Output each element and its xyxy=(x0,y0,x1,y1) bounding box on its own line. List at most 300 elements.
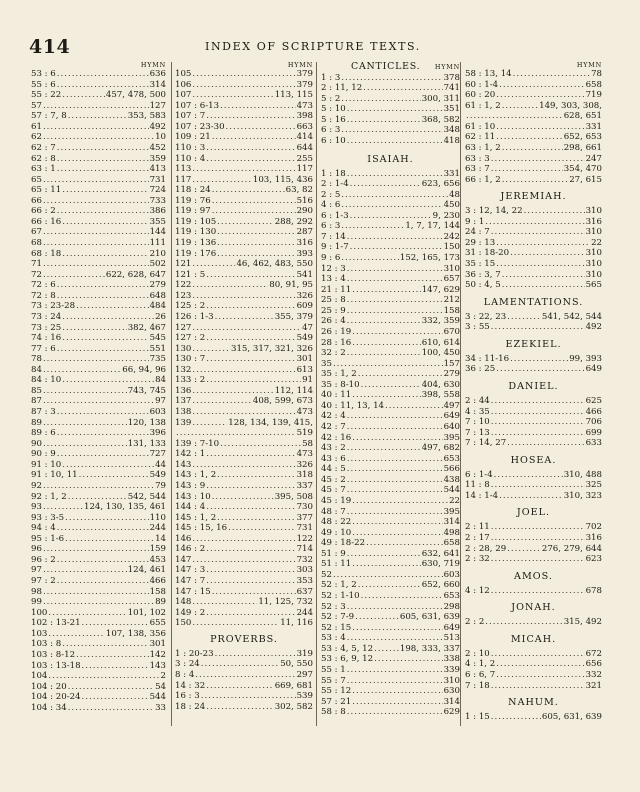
index-entry xyxy=(31,375,166,386)
dot-leader xyxy=(347,136,443,147)
dot-leader xyxy=(43,418,127,429)
dot-leader xyxy=(43,354,149,365)
index-entry xyxy=(175,470,313,481)
dot-leader xyxy=(206,354,295,365)
dot-leader xyxy=(57,206,149,217)
index-entry xyxy=(465,175,602,186)
index-entry xyxy=(31,101,166,112)
index-entry xyxy=(175,344,313,355)
dot-leader xyxy=(76,301,149,312)
hymn-numbers: 11, 116 xyxy=(280,618,313,629)
index-entry xyxy=(465,154,602,165)
scripture-reference: 55 : 1 xyxy=(321,664,346,675)
hymn-numbers: 127 xyxy=(149,100,166,111)
dot-leader xyxy=(43,132,154,143)
hymn-numbers: 649 xyxy=(443,411,460,422)
hymn-numbers: 310, 488 xyxy=(563,469,602,480)
scripture-reference: 6 : 3 xyxy=(321,125,341,136)
dot-leader xyxy=(352,496,448,507)
dot-leader xyxy=(341,253,399,264)
index-entry xyxy=(321,443,460,454)
index-entry xyxy=(31,301,166,312)
dot-leader xyxy=(57,344,149,355)
hymn-numbers: 699 xyxy=(585,427,602,438)
dot-leader xyxy=(192,365,295,376)
scripture-reference: 107 : 6-13 xyxy=(175,100,220,111)
scripture-reference: 150 xyxy=(175,618,192,629)
index-entry xyxy=(321,274,460,285)
dot-leader xyxy=(62,460,154,471)
hymn-numbers: 473 xyxy=(296,100,313,111)
scripture-reference: 26 : 19 xyxy=(321,326,352,337)
scripture-reference: 4 : 12 xyxy=(465,585,490,596)
index-entry xyxy=(321,475,460,486)
dot-leader xyxy=(48,608,126,619)
index-entry xyxy=(175,587,313,598)
hymn-label: HYMN xyxy=(140,61,166,69)
hymn-numbers: 629 xyxy=(443,707,460,718)
dot-leader xyxy=(57,576,149,587)
hymn-numbers: 2 xyxy=(160,671,166,682)
scripture-reference: 8 : 4 xyxy=(175,669,195,680)
scripture-reference: 14 : 32 xyxy=(175,680,206,691)
scripture-reference: 72 : 8 xyxy=(31,290,56,301)
scripture-reference: 48 : 7 xyxy=(321,506,346,517)
dot-leader xyxy=(43,101,149,112)
hymn-numbers: 150 xyxy=(443,242,460,253)
index-entry xyxy=(175,206,313,217)
section-title: HOSEA. xyxy=(510,454,557,466)
scripture-reference: 132 xyxy=(175,364,192,375)
scripture-reference: 119 : 97 xyxy=(175,206,211,217)
hymn-numbers: 724 xyxy=(149,185,166,196)
canticles-heading xyxy=(321,62,460,73)
index-entry xyxy=(321,125,460,136)
hymn-numbers: 735 xyxy=(149,354,166,365)
hymn-numbers: 551 xyxy=(149,343,166,354)
dot-leader xyxy=(192,90,273,101)
index-entry xyxy=(175,280,313,291)
index-entry xyxy=(175,534,313,545)
scripture-reference: 77 : 6 xyxy=(31,343,56,354)
index-entry xyxy=(321,591,460,602)
hymn-numbers: 255 xyxy=(296,153,313,164)
section-title: EZEKIEL. xyxy=(505,338,562,350)
dot-leader xyxy=(43,565,127,576)
dot-leader xyxy=(352,285,420,296)
index-entry xyxy=(31,164,166,175)
dot-leader xyxy=(217,238,295,249)
dot-leader xyxy=(62,249,148,260)
dot-leader xyxy=(333,570,443,581)
index-entry xyxy=(465,554,602,565)
hymn-numbers: 386 xyxy=(149,206,166,217)
index-column-3 xyxy=(316,62,460,726)
dot-leader xyxy=(43,196,149,207)
dot-leader xyxy=(68,492,127,503)
index-entry xyxy=(465,522,602,533)
scripture-reference: 55 : 12 xyxy=(321,686,352,697)
index-entry xyxy=(321,190,460,201)
hymn-numbers: 310 xyxy=(585,259,602,269)
hymn-numbers: 613 xyxy=(296,364,313,375)
index-entry xyxy=(175,354,313,365)
dot-leader xyxy=(347,306,443,317)
hymn-numbers: 652, 653 xyxy=(563,132,602,143)
index-entry xyxy=(175,154,313,165)
dot-leader xyxy=(491,164,563,175)
scripture-reference: 57 xyxy=(31,100,42,111)
hymn-numbers: 622, 628, 647 xyxy=(105,269,166,280)
dot-leader xyxy=(82,618,149,629)
index-entry xyxy=(175,618,313,629)
scripture-reference: 2 : 10 xyxy=(465,648,490,659)
hymn-numbers: 128, 134, 139, 415, xyxy=(228,417,313,428)
hymn-numbers: 669, 681 xyxy=(274,680,313,691)
hymn-numbers: 325 xyxy=(585,480,602,491)
hymn-numbers: 404, 630 xyxy=(421,379,460,390)
index-entry xyxy=(321,316,460,327)
scripture-reference: 89 : 6 xyxy=(31,428,56,439)
dot-leader xyxy=(491,554,585,565)
scripture-reference: 119 : 176 xyxy=(175,248,217,259)
index-entry xyxy=(31,597,166,608)
dot-leader xyxy=(206,333,295,344)
hymn-numbers: 473 xyxy=(296,407,313,417)
dot-leader xyxy=(192,69,295,80)
hymn-numbers: 300, 311 xyxy=(421,93,460,104)
hymn-numbers: 706 xyxy=(585,417,602,428)
dot-leader xyxy=(43,365,121,376)
index-entry xyxy=(465,280,602,291)
dot-leader xyxy=(466,111,563,122)
hymn-numbers: 247 xyxy=(585,153,602,164)
index-entry xyxy=(321,496,460,507)
hymn-numbers: 378 xyxy=(443,72,460,83)
scripture-reference: 148 xyxy=(175,597,192,608)
hymn-numbers: 58 xyxy=(302,438,313,449)
index-entry xyxy=(31,323,166,334)
scripture-reference: 91 : 10 xyxy=(31,459,62,470)
scripture-reference: 2 : 2 xyxy=(465,617,485,628)
hymn-numbers: 244 xyxy=(296,607,313,618)
dot-leader xyxy=(192,555,295,566)
hymn-numbers: 316 xyxy=(296,238,313,248)
hymn-numbers: 545 xyxy=(149,333,166,344)
index-entry xyxy=(321,104,460,115)
hymn-numbers: 649 xyxy=(585,364,602,375)
scripture-reference: 60 : 20 xyxy=(465,90,496,101)
scripture-reference: 72 : 6 xyxy=(31,280,56,291)
index-entry xyxy=(31,80,166,91)
index-entry xyxy=(465,101,602,112)
index-entry xyxy=(465,111,602,122)
hymn-numbers: 731 xyxy=(296,523,313,534)
dot-leader xyxy=(496,90,584,101)
scripture-reference: 110 : 3 xyxy=(175,142,206,153)
hymn-numbers: 315, 492 xyxy=(563,617,602,628)
dot-leader xyxy=(347,676,443,687)
hymn-numbers: 623, 656 xyxy=(421,179,460,190)
dot-leader xyxy=(62,639,148,650)
hymn-numbers: 544 xyxy=(149,692,166,703)
hymn-numbers: 355, 379 xyxy=(274,311,313,322)
index-entry xyxy=(465,470,602,481)
scripture-reference: 52 xyxy=(321,569,332,580)
scripture-reference: 25 : 8 xyxy=(321,295,346,306)
index-entry xyxy=(31,238,166,249)
index-entry xyxy=(175,122,313,133)
index-entry xyxy=(465,491,602,502)
scripture-reference: 84 : 10 xyxy=(31,375,62,386)
dot-leader xyxy=(374,654,443,665)
scripture-reference: 133 : 2 xyxy=(175,375,206,386)
scripture-reference: 6 : 10 xyxy=(321,135,346,146)
dot-leader xyxy=(57,407,149,418)
hymn-numbers: 652, 660 xyxy=(421,580,460,591)
index-entry xyxy=(175,544,313,555)
dot-leader xyxy=(76,650,149,661)
hymn-numbers: 91 xyxy=(302,375,313,386)
dot-leader xyxy=(496,670,584,681)
scripture-reference: 90 xyxy=(31,438,42,449)
hymn-numbers: 418 xyxy=(443,135,460,146)
scripture-reference: 130 xyxy=(175,343,192,354)
hymn-numbers: 351 xyxy=(443,104,460,115)
hymn-numbers: 157 xyxy=(443,358,460,369)
index-entry xyxy=(31,227,166,238)
index-column-2 xyxy=(171,62,313,726)
scripture-reference: 42 : 4 xyxy=(321,411,346,422)
scripture-reference: 73 : 24 xyxy=(31,311,62,322)
dot-leader xyxy=(43,396,154,407)
index-entry xyxy=(321,538,460,549)
scripture-reference: 104 : 34 xyxy=(31,702,67,713)
hymn-numbers: 10 xyxy=(155,132,166,143)
scripture-reference: 107 : 7 xyxy=(175,111,206,122)
hymn-numbers: 413 xyxy=(149,164,166,175)
hymn-numbers: 395 xyxy=(443,432,460,443)
index-entry xyxy=(321,654,460,665)
scripture-reference: 90 : 9 xyxy=(31,449,56,460)
index-entry xyxy=(175,428,313,439)
scripture-reference: 6 : 1-3 xyxy=(321,210,349,221)
scripture-reference: 119 : 130 xyxy=(175,227,217,238)
index-entry xyxy=(31,703,166,714)
scripture-reference: 1 : 20-23 xyxy=(175,648,214,659)
index-entry xyxy=(175,386,313,397)
scripture-reference: 3 : 55 xyxy=(465,322,490,333)
hymn-numbers: 466 xyxy=(149,576,166,586)
hymn-numbers: 542, 544 xyxy=(127,491,166,502)
hymn-numbers: 337 xyxy=(296,480,313,491)
dot-leader xyxy=(57,143,149,154)
index-entry xyxy=(175,418,313,429)
hymn-numbers: 348 xyxy=(443,125,460,136)
dot-leader xyxy=(352,623,442,634)
scripture-reference: 21 : 11 xyxy=(321,284,352,295)
scripture-reference: 147 : 3 xyxy=(175,565,206,576)
hymn-numbers: 732 xyxy=(296,554,313,565)
scripture-reference: 96 : 2 xyxy=(31,554,56,565)
index-entry xyxy=(175,90,313,101)
hymn-numbers: 198, 333, 337 xyxy=(399,643,460,654)
hymn-numbers: 438 xyxy=(443,474,460,485)
scripture-reference: 2 : 28, 29 xyxy=(465,543,507,554)
hymn-numbers: 152, 165, 173 xyxy=(399,253,460,263)
index-entry xyxy=(175,608,313,619)
hymn-numbers: 377 xyxy=(296,512,313,523)
hymn-numbers: 147, 629 xyxy=(421,284,460,295)
scripture-reference: 107 : 23-30 xyxy=(175,121,225,132)
index-entry xyxy=(465,617,602,628)
scripture-reference: 51 : 9 xyxy=(321,548,346,559)
scripture-reference: 78 xyxy=(31,354,42,365)
scripture-reference: 6 : 1-4 xyxy=(465,469,493,480)
index-entry xyxy=(31,259,166,270)
hymn-numbers: 398, 558 xyxy=(421,390,460,401)
dot-leader xyxy=(212,196,296,207)
dot-leader xyxy=(43,227,149,238)
index-entry xyxy=(321,602,460,613)
page-number: 414 xyxy=(29,36,71,58)
hymn-numbers: 396 xyxy=(149,428,166,439)
dot-leader xyxy=(347,232,443,243)
index-entry xyxy=(31,69,166,80)
index-entry xyxy=(321,83,460,94)
hymn-numbers: 9, 230 xyxy=(432,210,460,221)
dot-leader xyxy=(192,618,279,629)
hymn-numbers: 301 xyxy=(296,354,313,365)
index-entry xyxy=(321,676,460,687)
index-entry xyxy=(175,301,313,312)
dot-leader xyxy=(485,217,584,228)
index-entry xyxy=(321,570,460,581)
scripture-reference: 91 : 10, 11 xyxy=(31,470,78,481)
hymn-numbers: 549 xyxy=(149,470,166,481)
dot-leader xyxy=(358,369,443,380)
scripture-reference: 44 : 5 xyxy=(321,464,346,475)
dot-leader xyxy=(192,175,251,186)
hymn-numbers: 120, 138 xyxy=(127,417,166,428)
index-entry xyxy=(321,295,460,306)
dot-leader xyxy=(491,154,585,165)
dot-leader xyxy=(358,580,421,591)
scripture-reference: 145 : 1, 2 xyxy=(175,512,217,523)
index-entry xyxy=(321,94,460,105)
index-entry xyxy=(321,211,460,222)
dot-leader xyxy=(43,481,154,492)
hymn-numbers: 630, 719 xyxy=(421,559,460,570)
hymn-numbers: 314 xyxy=(443,517,460,528)
index-entry xyxy=(465,90,602,101)
dot-leader xyxy=(43,238,149,249)
index-entry xyxy=(31,587,166,598)
dot-leader xyxy=(507,438,584,449)
scripture-reference: 55 : 6 xyxy=(31,79,56,90)
hymn-label: HYMN xyxy=(434,63,460,71)
dot-leader xyxy=(48,629,104,640)
scripture-reference: 143 : 9 xyxy=(175,480,206,491)
hymn-numbers: 368, 582 xyxy=(421,114,460,125)
dot-leader xyxy=(192,80,295,91)
index-entry xyxy=(175,196,313,207)
index-entry xyxy=(31,650,166,661)
index-entry xyxy=(31,534,166,545)
dot-leader xyxy=(206,154,295,165)
scripture-reference: 121 xyxy=(175,259,192,270)
dot-leader xyxy=(62,323,126,334)
dot-leader xyxy=(43,597,154,608)
hymn-numbers: 630 xyxy=(443,686,460,697)
scripture-reference: 66 xyxy=(31,195,42,206)
scripture-reference: 85 xyxy=(31,385,42,396)
dot-leader xyxy=(491,681,585,692)
hymn-numbers: 310 xyxy=(443,675,460,686)
dot-leader xyxy=(347,665,443,676)
scripture-reference: 65 : 11 xyxy=(31,185,62,196)
scripture-reference: 66 : 2 xyxy=(31,206,56,217)
dot-leader xyxy=(68,703,154,714)
scripture-reference: 4 : 1, 2 xyxy=(465,659,496,670)
dot-leader xyxy=(499,491,563,502)
index-entry xyxy=(465,227,602,238)
scripture-reference: 40 : 11, 13, 14 xyxy=(321,400,385,411)
dot-leader xyxy=(347,464,443,475)
dot-leader xyxy=(491,407,585,418)
hymn-numbers: 395 xyxy=(443,506,460,517)
index-entry xyxy=(175,69,313,80)
dot-leader xyxy=(62,90,105,101)
hymn-numbers: 315, 317, 321, 326 xyxy=(230,343,313,354)
scripture-reference: 42 : 7 xyxy=(321,422,346,432)
hymn-numbers: 326 xyxy=(296,459,313,470)
scripture-reference: 62 xyxy=(31,132,42,143)
hymn-numbers: 310, 323 xyxy=(563,490,602,501)
index-entry xyxy=(175,291,313,302)
scripture-reference: 32 : 2 xyxy=(321,348,346,359)
scripture-reference: 2 : 11 xyxy=(465,522,490,533)
scripture-reference: 45 : 19 xyxy=(321,495,352,506)
scripture-reference: 1 : 18 xyxy=(321,168,346,179)
scripture-reference: 68 : 18 xyxy=(31,248,62,259)
dot-leader xyxy=(347,411,443,422)
index-entry xyxy=(31,544,166,555)
hymn-numbers: 398 xyxy=(296,111,313,122)
index-entry xyxy=(321,242,460,253)
dot-leader xyxy=(496,259,584,270)
hymn-numbers: 658 xyxy=(585,79,602,90)
hymn-numbers: 657 xyxy=(443,274,460,285)
section-title: PROVERBS. xyxy=(210,633,278,645)
scripture-reference: 95 : 1-6 xyxy=(31,533,65,544)
scripture-reference: 103 : 8-12 xyxy=(31,649,76,660)
dot-leader xyxy=(220,101,296,112)
index-entry xyxy=(465,712,602,723)
index-entry xyxy=(465,544,602,555)
scripture-reference: 2 : 1-4 xyxy=(321,179,349,190)
scripture-reference: 103 : 13-18 xyxy=(31,660,81,671)
hymn-numbers: 648 xyxy=(149,290,166,301)
hymn-numbers: 33 xyxy=(155,702,166,713)
hymn-numbers: 566 xyxy=(443,464,460,475)
hymn-numbers: 310 xyxy=(585,227,602,238)
index-entry xyxy=(321,707,460,718)
section-title: NAHUM. xyxy=(508,697,559,709)
dot-leader xyxy=(502,280,585,291)
dot-leader xyxy=(347,633,443,644)
scripture-reference: 35 xyxy=(321,358,332,369)
